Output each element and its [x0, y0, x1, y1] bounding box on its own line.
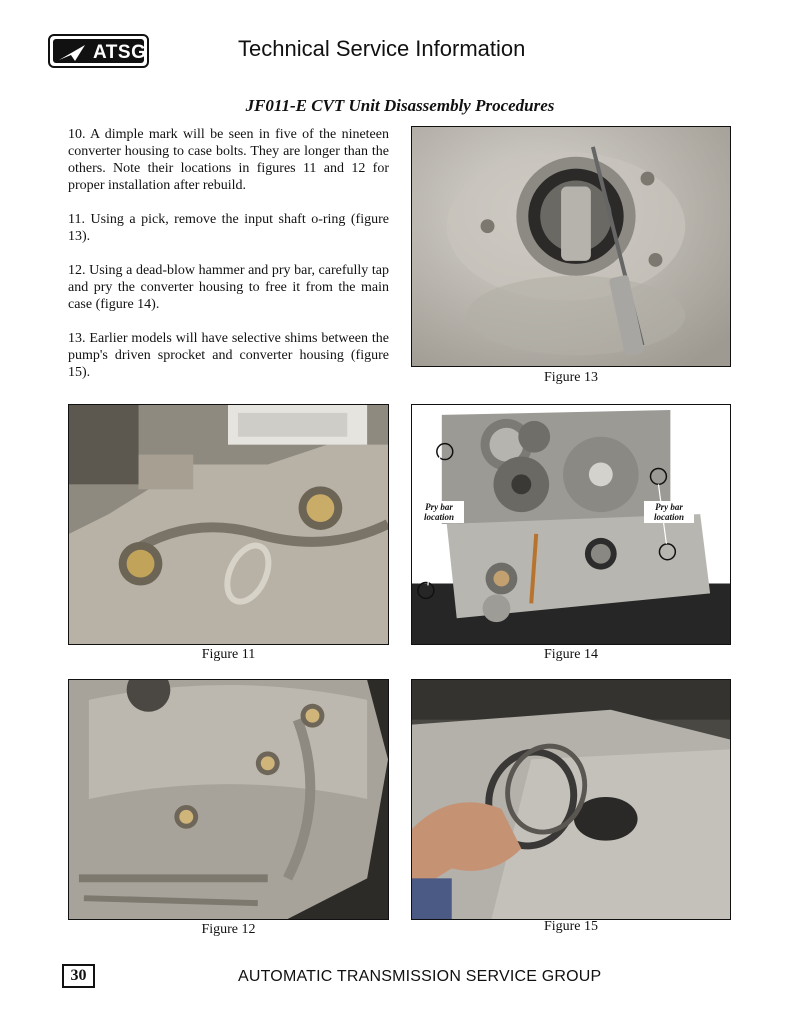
logo-text: ATSG: [93, 42, 147, 63]
page-number: 30: [62, 964, 95, 988]
pry-bar-callout-right: Pry bar location: [644, 501, 694, 523]
page-header-title: Technical Service Information: [238, 36, 526, 61]
document-subtitle: JF011-E CVT Unit Disassembly Procedures: [245, 96, 555, 115]
figure-11-photo: [68, 404, 389, 645]
figure-11-caption: Figure 11: [201, 647, 256, 662]
step-11-text: 11. Using a pick, remove the input shaft o-ring (figure 13).: [68, 212, 389, 244]
pry-bar-callout-left: Pry bar location: [414, 501, 464, 523]
step-13-text: 13. Earlier models will have selective shims between the pump's driven sprocket and converter housing (figure 15).: [68, 331, 389, 380]
figure-13-photo: [411, 126, 731, 367]
figure-14-photo: [411, 404, 731, 645]
footer-org-name: AUTOMATIC TRANSMISSION SERVICE GROUP: [238, 968, 602, 985]
figure-12-caption: Figure 12: [201, 922, 256, 937]
figure-14-caption: Figure 14: [543, 647, 599, 662]
logo-arrow-icon: [57, 42, 89, 64]
figure-15-photo: [411, 679, 731, 920]
step-12-text: 12. Using a dead-blow hammer and pry bar, carefully tap and pry the converter housing to free it from the main case (figure 14).: [68, 263, 389, 312]
figure-15-caption: Figure 15: [543, 919, 599, 934]
figure-12-photo: [68, 679, 389, 920]
atsg-logo: [48, 34, 149, 68]
figure-13-caption: Figure 13: [543, 370, 599, 385]
step-10-text: 10. A dimple mark will be seen in five of the nineteen converter housing to case bolts. They are longer than the others. Note their locations in figures 11 and 12 for proper installation after rebuild.: [68, 127, 389, 193]
